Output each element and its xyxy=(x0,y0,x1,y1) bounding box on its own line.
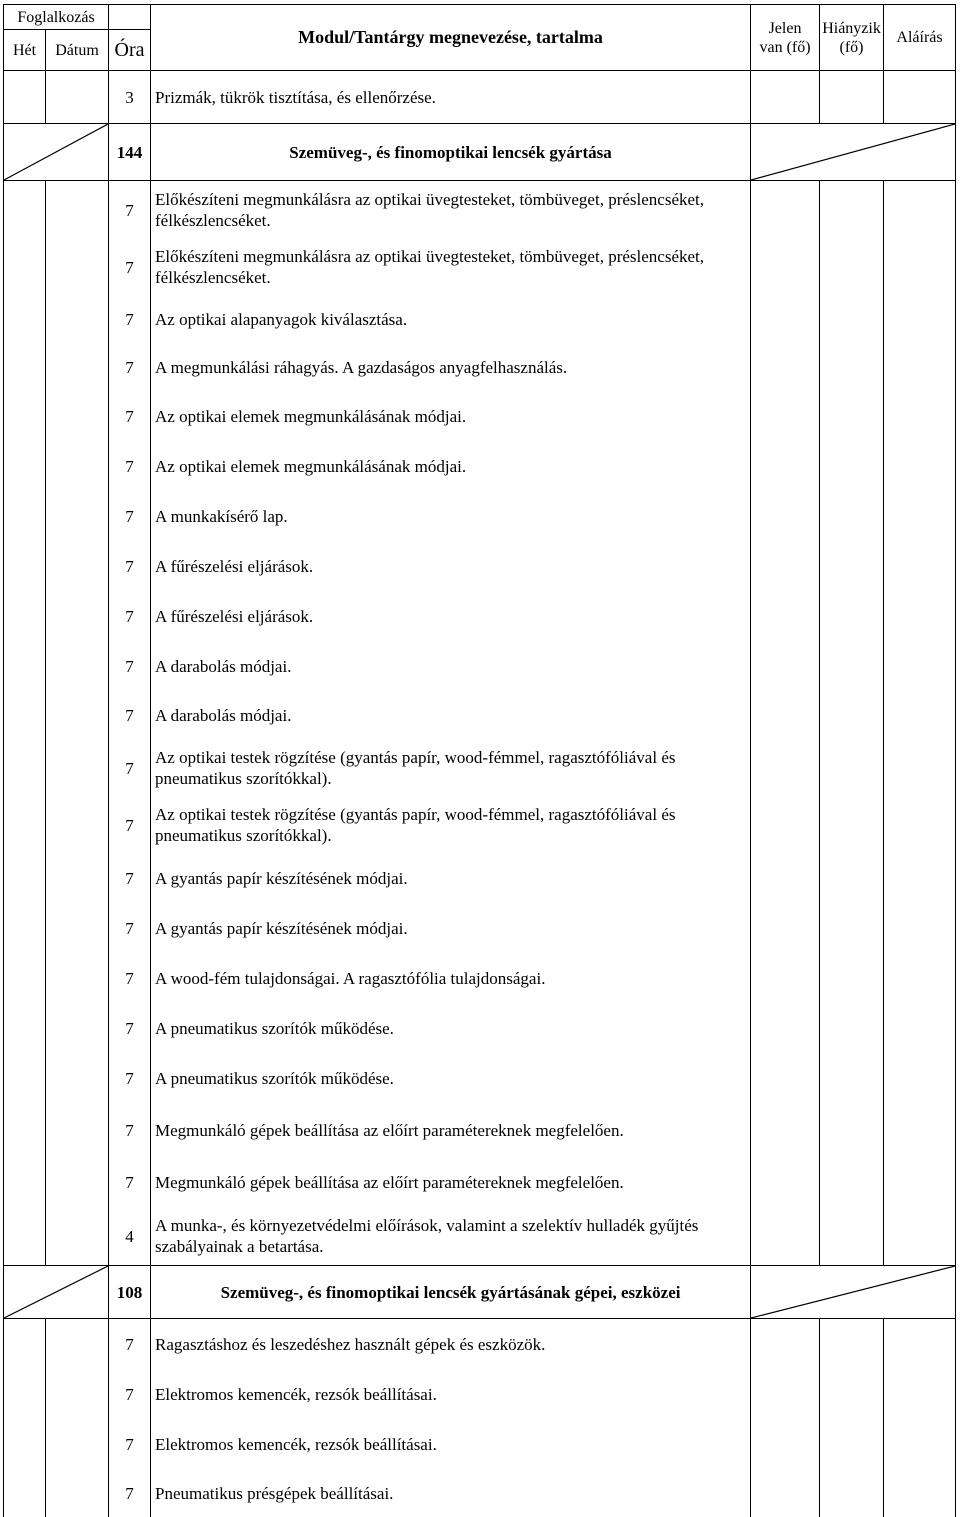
datum-cell xyxy=(46,1319,109,1370)
jelen-cell xyxy=(751,1053,820,1103)
topic-cell: Előkészíteni megmunkálásra az optikai üvegtesteket, tömbüveget, préslencséket, félkészlencséket. xyxy=(151,239,751,295)
topic-cell: Az optikai elemek megmunkálásának módjai. xyxy=(151,391,751,441)
hianyzik-cell xyxy=(820,1157,884,1207)
header-hianyzik-line2: (fő) xyxy=(820,38,883,57)
hours-cell: 7 xyxy=(109,1053,151,1103)
topic-cell: A pneumatikus szorítók működése. xyxy=(151,1003,751,1053)
group-diagonal-cell-left xyxy=(4,1266,109,1319)
het-cell xyxy=(4,903,46,953)
group-hours: 144 xyxy=(109,124,151,181)
het-cell xyxy=(4,953,46,1003)
hours-cell: 7 xyxy=(109,1419,151,1469)
topic-cell: Az optikai alapanyagok kiválasztása. xyxy=(151,295,751,343)
hianyzik-cell xyxy=(820,391,884,441)
table-row xyxy=(4,797,956,853)
hianyzik-cell xyxy=(820,343,884,391)
hours-cell: 7 xyxy=(109,691,151,739)
het-cell xyxy=(4,591,46,641)
hianyzik-cell xyxy=(820,1053,884,1103)
hianyzik-cell xyxy=(820,903,884,953)
datum-cell xyxy=(46,441,109,491)
jelen-cell xyxy=(751,441,820,491)
table-row xyxy=(4,239,956,295)
het-cell xyxy=(4,391,46,441)
het-cell xyxy=(4,1207,46,1266)
het-cell xyxy=(4,71,46,124)
alairas-cell xyxy=(884,1157,956,1207)
alairas-cell xyxy=(884,903,956,953)
datum-cell xyxy=(46,1207,109,1266)
datum-cell xyxy=(46,491,109,541)
header-jelen-line1: Jelen xyxy=(751,19,819,38)
table-row xyxy=(4,853,956,903)
jelen-cell xyxy=(751,343,820,391)
group-diagonal-cell-right xyxy=(751,124,956,181)
jelen-cell xyxy=(751,1469,820,1517)
datum-cell xyxy=(46,343,109,391)
hianyzik-cell xyxy=(820,1369,884,1419)
het-cell xyxy=(4,1469,46,1517)
table-row xyxy=(4,1103,956,1157)
table-row xyxy=(4,1319,956,1370)
hours-cell: 7 xyxy=(109,295,151,343)
topic-cell: Megmunkáló gépek beállítása az előírt paramétereknek megfelelően. xyxy=(151,1103,751,1157)
alairas-cell xyxy=(884,1419,956,1469)
het-cell xyxy=(4,641,46,691)
hianyzik-cell xyxy=(820,239,884,295)
datum-cell xyxy=(46,797,109,853)
table-row xyxy=(4,541,956,591)
table-row xyxy=(4,591,956,641)
header-alairas: Aláírás xyxy=(884,5,956,71)
topic-cell: Az optikai testek rögzítése (gyantás papír, wood-fémmel, ragasztófóliával és pneumatikus szorítókkal). xyxy=(151,739,751,797)
hours-cell: 7 xyxy=(109,953,151,1003)
datum-cell xyxy=(46,1157,109,1207)
het-cell xyxy=(4,181,46,240)
header-het: Hét xyxy=(4,30,46,71)
header-blank-top xyxy=(109,5,151,30)
jelen-cell xyxy=(751,1103,820,1157)
alairas-cell xyxy=(884,541,956,591)
het-cell xyxy=(4,441,46,491)
hianyzik-cell xyxy=(820,1419,884,1469)
hours-cell: 7 xyxy=(109,1003,151,1053)
het-cell xyxy=(4,491,46,541)
topic-cell: Az optikai elemek megmunkálásának módjai. xyxy=(151,441,751,491)
header-hianyzik xyxy=(820,5,884,71)
topic-cell: Az optikai testek rögzítése (gyantás papír, wood-fémmel, ragasztófóliával és pneumatikus szorítókkal). xyxy=(151,797,751,853)
table-row xyxy=(4,1207,956,1266)
datum-cell xyxy=(46,591,109,641)
group-row xyxy=(4,1266,956,1319)
het-cell xyxy=(4,295,46,343)
hours-cell: 7 xyxy=(109,541,151,591)
header-ora: Óra xyxy=(109,30,151,71)
hianyzik-cell xyxy=(820,71,884,124)
datum-cell xyxy=(46,1419,109,1469)
hours-cell: 7 xyxy=(109,343,151,391)
jelen-cell xyxy=(751,1319,820,1370)
header-modul: Modul/Tantárgy megnevezése, tartalma xyxy=(151,5,751,71)
jelen-cell xyxy=(751,181,820,240)
datum-cell xyxy=(46,953,109,1003)
datum-cell xyxy=(46,1369,109,1419)
table-body xyxy=(4,71,956,1517)
datum-cell xyxy=(46,641,109,691)
het-cell xyxy=(4,691,46,739)
topic-cell: Pneumatikus présgépek beállításai. xyxy=(151,1469,751,1517)
topic-cell: Elektromos kemencék, rezsók beállításai. xyxy=(151,1419,751,1469)
datum-cell xyxy=(46,391,109,441)
hours-cell: 7 xyxy=(109,1469,151,1517)
header-jelen-line2: van (fő) xyxy=(751,38,819,57)
topic-cell: A munka-, és környezetvédelmi előírások, valamint a szelektív hulladék gyűjtés szabályainak a betartása. xyxy=(151,1207,751,1266)
jelen-cell xyxy=(751,591,820,641)
alairas-cell xyxy=(884,1207,956,1266)
alairas-cell xyxy=(884,295,956,343)
table-row xyxy=(4,1003,956,1053)
jelen-cell xyxy=(751,295,820,343)
alairas-cell xyxy=(884,739,956,797)
jelen-cell xyxy=(751,853,820,903)
het-cell xyxy=(4,343,46,391)
table-row xyxy=(4,691,956,739)
topic-cell: Megmunkáló gépek beállítása az előírt paramétereknek megfelelően. xyxy=(151,1157,751,1207)
jelen-cell xyxy=(751,1003,820,1053)
topic-cell: A fűrészelési eljárások. xyxy=(151,591,751,641)
lesson-log-table xyxy=(3,4,956,1517)
jelen-cell xyxy=(751,903,820,953)
topic-cell: A gyantás papír készítésének módjai. xyxy=(151,903,751,953)
alairas-cell xyxy=(884,591,956,641)
hianyzik-cell xyxy=(820,295,884,343)
jelen-cell xyxy=(751,491,820,541)
het-cell xyxy=(4,797,46,853)
diagonal-line-right xyxy=(751,124,955,180)
table-row xyxy=(4,391,956,441)
datum-cell xyxy=(46,1103,109,1157)
hianyzik-cell xyxy=(820,541,884,591)
topic-cell: Ragasztáshoz és leszedéshez használt gépek és eszközök. xyxy=(151,1319,751,1370)
diagonal-line-left xyxy=(4,124,108,180)
alairas-cell xyxy=(884,391,956,441)
alairas-cell xyxy=(884,441,956,491)
het-cell xyxy=(4,853,46,903)
hours-cell: 7 xyxy=(109,739,151,797)
table-row xyxy=(4,739,956,797)
hianyzik-cell xyxy=(820,1003,884,1053)
diagonal-line-right xyxy=(751,1266,955,1318)
topic-cell: A darabolás módjai. xyxy=(151,691,751,739)
table-row xyxy=(4,1369,956,1419)
alairas-cell xyxy=(884,1469,956,1517)
datum-cell xyxy=(46,71,109,124)
group-title: Szemüveg-, és finomoptikai lencsék gyártása xyxy=(151,124,751,181)
hours-cell: 7 xyxy=(109,181,151,240)
jelen-cell xyxy=(751,391,820,441)
jelen-cell xyxy=(751,541,820,591)
table-row xyxy=(4,953,956,1003)
header-row-top xyxy=(4,5,956,30)
table-row xyxy=(4,491,956,541)
hianyzik-cell xyxy=(820,1469,884,1517)
het-cell xyxy=(4,1369,46,1419)
hours-cell: 4 xyxy=(109,1207,151,1266)
hianyzik-cell xyxy=(820,691,884,739)
lesson-log-table-wrapper xyxy=(3,4,956,1517)
jelen-cell xyxy=(751,1419,820,1469)
datum-cell xyxy=(46,1469,109,1517)
table-row xyxy=(4,71,956,124)
jelen-cell xyxy=(751,739,820,797)
diagonal-line-left xyxy=(4,1266,108,1318)
datum-cell xyxy=(46,903,109,953)
hours-cell: 7 xyxy=(109,903,151,953)
hianyzik-cell xyxy=(820,739,884,797)
group-diagonal-cell-left xyxy=(4,124,109,181)
jelen-cell xyxy=(751,1369,820,1419)
alairas-cell xyxy=(884,1103,956,1157)
hours-cell: 7 xyxy=(109,591,151,641)
datum-cell xyxy=(46,853,109,903)
hours-cell: 7 xyxy=(109,641,151,691)
hours-cell: 7 xyxy=(109,1369,151,1419)
topic-cell: Prizmák, tükrök tisztítása, és ellenőrzése. xyxy=(151,71,751,124)
het-cell xyxy=(4,541,46,591)
alairas-cell xyxy=(884,1003,956,1053)
topic-cell: A pneumatikus szorítók működése. xyxy=(151,1053,751,1103)
datum-cell xyxy=(46,541,109,591)
hianyzik-cell xyxy=(820,1103,884,1157)
hianyzik-cell xyxy=(820,641,884,691)
het-cell xyxy=(4,1419,46,1469)
table-row xyxy=(4,295,956,343)
het-cell xyxy=(4,239,46,295)
datum-cell xyxy=(46,739,109,797)
hianyzik-cell xyxy=(820,491,884,541)
alairas-cell xyxy=(884,797,956,853)
hianyzik-cell xyxy=(820,853,884,903)
alairas-cell xyxy=(884,691,956,739)
datum-cell xyxy=(46,239,109,295)
hours-cell: 7 xyxy=(109,1103,151,1157)
jelen-cell xyxy=(751,691,820,739)
hours-cell: 7 xyxy=(109,441,151,491)
header-foglalkozas: Foglalkozás xyxy=(4,5,109,30)
hours-cell: 7 xyxy=(109,1157,151,1207)
hours-cell: 7 xyxy=(109,853,151,903)
table-row xyxy=(4,1053,956,1103)
hianyzik-cell xyxy=(820,1207,884,1266)
alairas-cell xyxy=(884,343,956,391)
topic-cell: A darabolás módjai. xyxy=(151,641,751,691)
alairas-cell xyxy=(884,491,956,541)
table-row xyxy=(4,641,956,691)
het-cell xyxy=(4,1003,46,1053)
hianyzik-cell xyxy=(820,797,884,853)
topic-cell: A gyantás papír készítésének módjai. xyxy=(151,853,751,903)
jelen-cell xyxy=(751,1207,820,1266)
jelen-cell xyxy=(751,641,820,691)
group-title: Szemüveg-, és finomoptikai lencsék gyártásának gépei, eszközei xyxy=(151,1266,751,1319)
topic-cell: Előkészíteni megmunkálásra az optikai üvegtesteket, tömbüveget, préslencséket, félkészlencséket. xyxy=(151,181,751,240)
header-hianyzik-line1: Hiányzik xyxy=(820,19,883,38)
jelen-cell xyxy=(751,953,820,1003)
jelen-cell xyxy=(751,239,820,295)
table-row xyxy=(4,1419,956,1469)
hours-cell: 7 xyxy=(109,239,151,295)
hianyzik-cell xyxy=(820,953,884,1003)
topic-cell: A fűrészelési eljárások. xyxy=(151,541,751,591)
het-cell xyxy=(4,1319,46,1370)
group-diagonal-cell-right xyxy=(751,1266,956,1319)
table-row xyxy=(4,441,956,491)
alairas-cell xyxy=(884,239,956,295)
hianyzik-cell xyxy=(820,1319,884,1370)
header-jelen xyxy=(751,5,820,71)
jelen-cell xyxy=(751,71,820,124)
het-cell xyxy=(4,1103,46,1157)
alairas-cell xyxy=(884,853,956,903)
hours-cell: 7 xyxy=(109,491,151,541)
table-row xyxy=(4,181,956,240)
alairas-cell xyxy=(884,953,956,1003)
jelen-cell xyxy=(751,797,820,853)
hours-cell: 7 xyxy=(109,391,151,441)
alairas-cell xyxy=(884,1369,956,1419)
topic-cell: A wood-fém tulajdonságai. A ragasztófólia tulajdonságai. xyxy=(151,953,751,1003)
het-cell xyxy=(4,1053,46,1103)
jelen-cell xyxy=(751,1157,820,1207)
header-datum: Dátum xyxy=(46,30,109,71)
datum-cell xyxy=(46,295,109,343)
datum-cell xyxy=(46,691,109,739)
hianyzik-cell xyxy=(820,591,884,641)
hours-cell: 3 xyxy=(109,71,151,124)
group-hours: 108 xyxy=(109,1266,151,1319)
group-row xyxy=(4,124,956,181)
table-row xyxy=(4,1469,956,1517)
topic-cell: Elektromos kemencék, rezsók beállításai. xyxy=(151,1369,751,1419)
table-row xyxy=(4,343,956,391)
hianyzik-cell xyxy=(820,181,884,240)
datum-cell xyxy=(46,1053,109,1103)
table-row xyxy=(4,1157,956,1207)
datum-cell xyxy=(46,1003,109,1053)
alairas-cell xyxy=(884,1319,956,1370)
hianyzik-cell xyxy=(820,441,884,491)
het-cell xyxy=(4,739,46,797)
alairas-cell xyxy=(884,71,956,124)
alairas-cell xyxy=(884,641,956,691)
alairas-cell xyxy=(884,1053,956,1103)
hours-cell: 7 xyxy=(109,1319,151,1370)
het-cell xyxy=(4,1157,46,1207)
topic-cell: A munkakísérő lap. xyxy=(151,491,751,541)
alairas-cell xyxy=(884,181,956,240)
datum-cell xyxy=(46,181,109,240)
topic-cell: A megmunkálási ráhagyás. A gazdaságos anyagfelhasználás. xyxy=(151,343,751,391)
table-row xyxy=(4,903,956,953)
hours-cell: 7 xyxy=(109,797,151,853)
